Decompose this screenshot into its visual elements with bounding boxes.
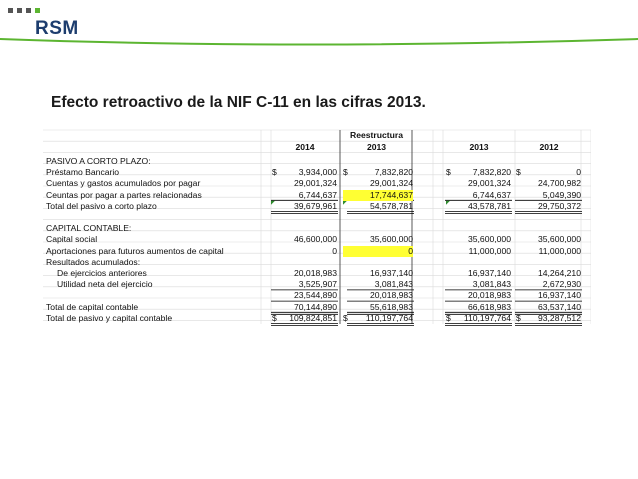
value-cell: 6,744,637: [472, 189, 511, 200]
table-row: [43, 201, 591, 212]
value-cell: 39,679,961: [293, 200, 337, 211]
value-cell: [347, 223, 413, 234]
table-row: [43, 268, 591, 279]
currency-sign: $: [446, 312, 451, 323]
currency-sign: $: [516, 167, 521, 178]
header-2012: 2012: [539, 142, 559, 153]
highlighted-value-cell: 17,744,637: [343, 190, 413, 201]
value-cell: 3,081,843: [472, 279, 511, 290]
value-cell: 2,672,930: [542, 279, 581, 290]
value-cell: 20,018,983: [293, 268, 337, 278]
value-cell: [515, 223, 581, 234]
table-row: [43, 212, 591, 223]
value-cell: 0: [576, 167, 581, 178]
value-cell: [445, 212, 511, 223]
value-cell: [515, 212, 581, 223]
value-cell: [445, 257, 511, 268]
restructure-header: Reestructura: [349, 130, 403, 140]
value-cell: 20,018,983: [369, 290, 413, 301]
value-cell: [515, 257, 581, 268]
row-label: Préstamo Bancario: [46, 167, 120, 178]
table-row: [43, 313, 591, 324]
value-cell: 24,700,982: [537, 178, 581, 189]
value-cell: 35,600,000: [537, 234, 581, 245]
slide-title: Efecto retroactivo de la NIF C-11 en las cifras 2013.: [51, 94, 426, 111]
currency-sign: $: [272, 167, 277, 178]
value-cell: 55,618,983: [369, 301, 413, 312]
value-cell: 93,287,512: [537, 312, 581, 323]
value-cell: 29,001,324: [467, 178, 511, 189]
value-cell: 46,600,000: [293, 234, 337, 245]
value-cell: 66,618,983: [467, 301, 511, 312]
table-row: [43, 290, 591, 301]
value-cell: 20,018,983: [467, 290, 511, 301]
value-cell: 0: [332, 245, 337, 256]
value-cell: 35,600,000: [467, 234, 511, 245]
value-cell: 29,001,324: [293, 178, 337, 189]
value-cell: 3,934,000: [298, 167, 337, 178]
value-cell: [271, 156, 337, 167]
value-cell: 63,537,140: [537, 301, 581, 312]
row-label: Utilidad neta del ejercicio: [57, 279, 153, 290]
value-cell: 70,144,890: [293, 301, 337, 312]
table-row: [43, 190, 591, 201]
value-cell: [445, 223, 511, 234]
row-label: De ejercicios anteriores: [57, 268, 147, 278]
currency-sign: $: [343, 312, 348, 323]
value-cell: 16,937,140: [369, 268, 413, 278]
value-cell: 43,578,781: [467, 200, 511, 211]
value-cell: [347, 257, 413, 268]
value-cell: 11,000,000: [468, 245, 511, 256]
financial-table: [43, 127, 591, 341]
row-label: Resultados acumulados:: [46, 256, 141, 267]
header-swoosh-line: [0, 36, 638, 54]
value-cell: 5,049,390: [542, 189, 581, 200]
logo-text: RSM: [35, 18, 79, 39]
table-row: [43, 257, 591, 268]
header-row-years: [43, 142, 591, 153]
value-cell: 16,937,140: [467, 268, 511, 278]
value-cell: 109,824,851: [289, 312, 337, 323]
header-2014: 2014: [295, 142, 315, 153]
value-cell: 23,544,890: [293, 290, 337, 301]
value-cell: 110,197,764: [463, 312, 511, 323]
value-cell: 3,081,843: [374, 279, 413, 290]
value-cell: 11,000,000: [538, 245, 581, 256]
value-cell: 29,001,324: [369, 178, 413, 189]
table-row: [43, 246, 591, 257]
value-cell: [445, 156, 511, 167]
value-cell: 6,744,637: [298, 189, 337, 200]
row-label: Aportaciones para futuros aumentos de capital: [46, 245, 224, 256]
value-cell: 54,578,781: [369, 200, 413, 211]
row-label: Capital social: [46, 234, 98, 245]
value-cell: 7,832,820: [374, 167, 413, 178]
row-label: Cuentas y gastos acumulados por pagar: [46, 178, 201, 189]
table-row: [43, 279, 591, 290]
logo-dots: [8, 8, 48, 14]
currency-sign: $: [343, 167, 348, 178]
value-cell: 29,750,372: [537, 200, 581, 211]
value-cell: [271, 212, 337, 223]
value-cell: 110,197,764: [365, 312, 413, 323]
header-2013-restructured: 2013: [366, 142, 387, 153]
table-row: [43, 178, 591, 189]
value-cell: [347, 212, 413, 223]
value-cell: [271, 257, 337, 268]
row-label: Ceuntas por pagar a partes relacionadas: [46, 189, 202, 200]
currency-sign: $: [272, 312, 277, 323]
table-row: [43, 302, 591, 313]
header-row-top: [43, 130, 591, 141]
row-label: Total de capital contable: [46, 301, 139, 312]
currency-sign: $: [446, 167, 451, 178]
value-cell: [515, 156, 581, 167]
value-cell: 35,600,000: [369, 234, 413, 245]
value-cell: 14,264,210: [537, 268, 581, 278]
value-cell: 3,525,907: [298, 279, 337, 290]
value-cell: 16,937,140: [537, 290, 581, 301]
table-row: [43, 234, 591, 245]
highlighted-value-cell: 0: [343, 246, 413, 257]
currency-sign: $: [516, 312, 521, 323]
table-row: [43, 156, 591, 167]
row-label: Total del pasivo a corto plazo: [46, 200, 157, 211]
row-label: PASIVO A CORTO PLAZO:: [46, 156, 151, 166]
value-cell: [271, 223, 337, 234]
value-cell: 7,832,820: [472, 167, 511, 178]
table-row: [43, 223, 591, 234]
table-row: [43, 167, 591, 178]
header-2013: 2013: [469, 142, 489, 153]
row-label: Total de pasivo y capital contable: [46, 312, 173, 323]
value-cell: [347, 156, 413, 167]
row-label: CAPITAL CONTABLE:: [46, 223, 132, 234]
